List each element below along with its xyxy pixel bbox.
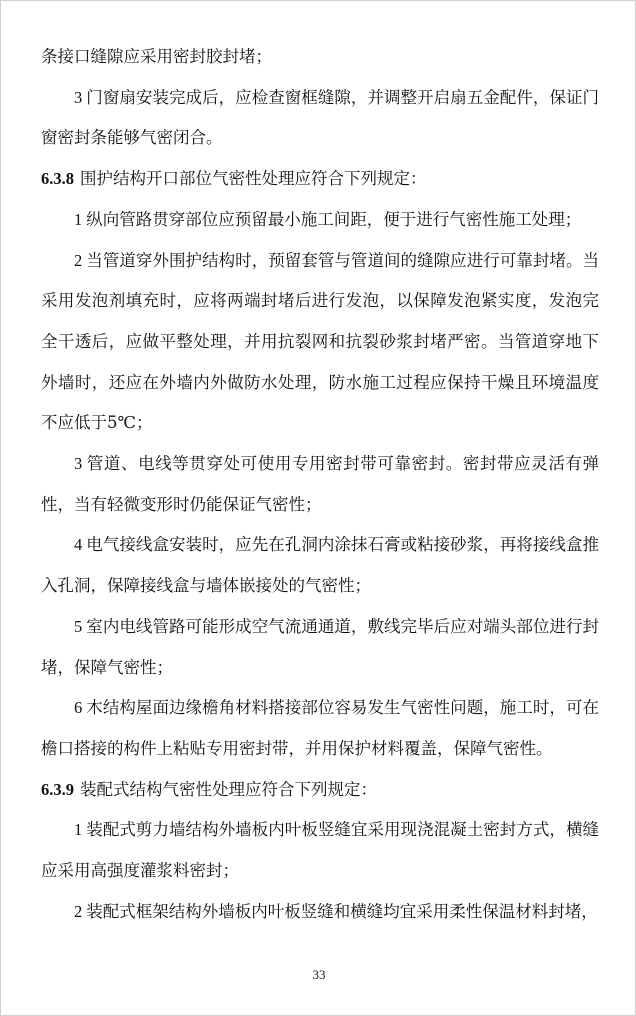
list-item: 5 室内电线管路可能形成空气流通通道，敷线完毕后应对端头部位进行封堵，保障气密性； bbox=[41, 616, 599, 677]
clause-heading: 6.3.9 装配式结构气密性处理应符合下列规定： bbox=[41, 779, 377, 799]
list-item: 4 电气接线盒安装时，应先在孔洞内涂抹石膏或粘接砂浆，再将接线盒推入孔洞，保障接线盒与墙体嵌接处的气密性； bbox=[41, 535, 599, 596]
list-item: 1 装配式剪力墙结构外墙板内叶板竖缝宜采用现浇混凝土密封方式，横缝应采用高强度灌浆料密封； bbox=[41, 820, 599, 881]
page-number: 33 bbox=[312, 967, 326, 982]
list-item: 1 纵向管路贯穿部位应预留最小施工间距，便于进行气密性施工处理； bbox=[74, 209, 582, 229]
body-text bbox=[41, 37, 599, 932]
clause-heading: 6.3.8 围护结构开口部位气密性处理应符合下列规定： bbox=[41, 169, 427, 189]
list-item: 2 装配式框架结构外墙板内叶板竖缝和横缝均宜采用柔性保温材料封堵， bbox=[74, 901, 598, 921]
list-item: 3 门窗扇安装完成后，应检查窗框缝隙，并调整开启扇五金配件，保证门窗密封条能够气密闭合。 bbox=[41, 87, 599, 148]
list-item: 3 管道、电线等贯穿处可使用专用密封带可靠密封。密封带应灵活有弹性，当有轻微变形时仍能保证气密性； bbox=[41, 454, 599, 514]
list-item: 2 当管道穿外围护结构时，预留套管与管道间的缝隙应进行可靠封堵。当采用发泡剂填充时，应将两端封堵后进行发泡，以保障发泡紧实度，发泡完全干透后，应做平整处理，并用抗裂网和抗裂砂浆封堵严密。当管道穿地下外墙时，还应在外墙内外做防水处理，防水施工过程应保持干燥且环境温度不应低于5℃； bbox=[41, 250, 599, 433]
list-item: 6 木结构屋面边缘檐角材料搭接部位容易发生气密性问题，施工时，可在檐口搭接的构件上粘贴专用密封带，并用保护材料覆盖，保障气密性。 bbox=[41, 698, 599, 758]
paragraph-continuation: 条接口缝隙应采用密封胶封堵； bbox=[41, 47, 272, 66]
